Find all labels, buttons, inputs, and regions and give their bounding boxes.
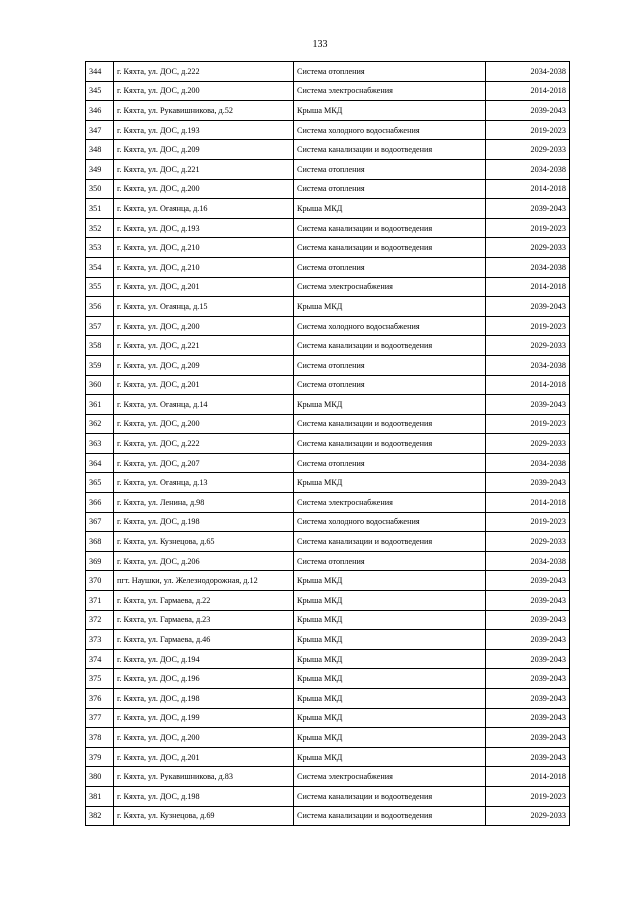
period-cell: 2014-2018 [486,179,570,199]
address-cell: г. Кяхта, ул. ДОС, д.221 [114,336,294,356]
work-type-cell: Крыша МКД [294,728,486,748]
row-number-cell: 380 [86,767,114,787]
row-number-cell: 374 [86,649,114,669]
address-cell: г. Кяхта, ул. ДОС, д.200 [114,179,294,199]
work-type-cell: Крыша МКД [294,571,486,591]
table-row [86,395,570,415]
period-cell: 2029-2033 [486,806,570,826]
period-cell: 2014-2018 [486,277,570,297]
table-row [86,669,570,689]
row-number-cell: 381 [86,786,114,806]
address-cell: г. Кяхта, ул. ДОС, д.200 [114,316,294,336]
period-cell: 2019-2023 [486,512,570,532]
address-cell: г. Кяхта, ул. ДОС, д.209 [114,140,294,160]
row-number-cell: 364 [86,453,114,473]
table-row [86,238,570,258]
row-number-cell: 359 [86,355,114,375]
table-row [86,140,570,160]
row-number-cell: 352 [86,218,114,238]
row-number-cell: 348 [86,140,114,160]
period-cell: 2034-2038 [486,62,570,82]
period-cell: 2034-2038 [486,453,570,473]
address-cell: г. Кяхта, ул. ДОС, д.199 [114,708,294,728]
address-cell: г. Кяхта, ул. ДОС, д.201 [114,277,294,297]
table-row [86,493,570,513]
table-row [86,551,570,571]
address-cell: г. Кяхта, ул. ДОС, д.200 [114,728,294,748]
work-type-cell: Система отопления [294,375,486,395]
row-number-cell: 347 [86,120,114,140]
table-row [86,473,570,493]
work-type-cell: Крыша МКД [294,649,486,669]
page-number: 133 [312,39,328,50]
period-cell: 2029-2033 [486,140,570,160]
table-row [86,512,570,532]
work-type-cell: Крыша МКД [294,630,486,650]
table-row [86,571,570,591]
period-cell: 2039-2043 [486,101,570,121]
row-number-cell: 368 [86,532,114,552]
address-cell: г. Кяхта, ул. ДОС, д.201 [114,747,294,767]
table-body [86,62,570,826]
period-cell: 2039-2043 [486,728,570,748]
table-row [86,297,570,317]
table-row [86,786,570,806]
work-type-cell: Система канализации и водоотведения [294,806,486,826]
work-type-cell: Крыша МКД [294,199,486,219]
work-type-cell: Система отопления [294,62,486,82]
work-type-cell: Крыша МКД [294,395,486,415]
period-cell: 2014-2018 [486,375,570,395]
address-cell: г. Кяхта, ул. ДОС, д.198 [114,786,294,806]
table-row [86,747,570,767]
address-cell: г. Кяхта, ул. Рукавишникова, д.83 [114,767,294,787]
address-cell: г. Кяхта, ул. ДОС, д.209 [114,355,294,375]
period-cell: 2034-2038 [486,159,570,179]
work-type-cell: Система холодного водоснабжения [294,120,486,140]
work-type-cell: Система отопления [294,551,486,571]
table-row [86,355,570,375]
address-cell: г. Кяхта, ул. ДОС, д.193 [114,120,294,140]
address-cell: г. Кяхта, ул. Огаянца, д.14 [114,395,294,415]
period-cell: 2039-2043 [486,297,570,317]
period-cell: 2039-2043 [486,571,570,591]
table-row [86,277,570,297]
table-row [86,375,570,395]
table-row [86,767,570,787]
table-row [86,81,570,101]
address-cell: г. Кяхта, ул. ДОС, д.221 [114,159,294,179]
period-cell: 2019-2023 [486,120,570,140]
table-row [86,532,570,552]
row-number-cell: 345 [86,81,114,101]
work-type-cell: Система электроснабжения [294,277,486,297]
row-number-cell: 360 [86,375,114,395]
row-number-cell: 378 [86,728,114,748]
row-number-cell: 377 [86,708,114,728]
row-number-cell: 365 [86,473,114,493]
table-row [86,434,570,454]
row-number-cell: 354 [86,257,114,277]
work-type-cell: Система канализации и водоотведения [294,238,486,258]
work-type-cell: Крыша МКД [294,473,486,493]
address-cell: г. Кяхта, ул. Гармаева, д.23 [114,610,294,630]
row-number-cell: 375 [86,669,114,689]
row-number-cell: 373 [86,630,114,650]
address-cell: г. Кяхта, ул. ДОС, д.210 [114,257,294,277]
repair-schedule-table [85,61,570,826]
table-row [86,199,570,219]
address-cell: г. Кяхта, ул. Огаянца, д.13 [114,473,294,493]
row-number-cell: 370 [86,571,114,591]
work-type-cell: Система канализации и водоотведения [294,218,486,238]
period-cell: 2014-2018 [486,767,570,787]
table-row [86,179,570,199]
row-number-cell: 358 [86,336,114,356]
address-cell: г. Кяхта, ул. ДОС, д.194 [114,649,294,669]
period-cell: 2019-2023 [486,218,570,238]
row-number-cell: 361 [86,395,114,415]
address-cell: г. Кяхта, ул. Огаянца, д.15 [114,297,294,317]
work-type-cell: Крыша МКД [294,591,486,611]
period-cell: 2019-2023 [486,414,570,434]
address-cell: г. Кяхта, ул. ДОС, д.207 [114,453,294,473]
row-number-cell: 350 [86,179,114,199]
address-cell: г. Кяхта, ул. Огаянца, д.16 [114,199,294,219]
period-cell: 2039-2043 [486,669,570,689]
period-cell: 2039-2043 [486,473,570,493]
work-type-cell: Система канализации и водоотведения [294,140,486,160]
address-cell: пгт. Наушки, ул. Железнодорожная, д.12 [114,571,294,591]
table-row [86,218,570,238]
row-number-cell: 371 [86,591,114,611]
row-number-cell: 366 [86,493,114,513]
address-cell: г. Кяхта, ул. ДОС, д.200 [114,414,294,434]
table-row [86,689,570,709]
address-cell: г. Кяхта, ул. ДОС, д.193 [114,218,294,238]
row-number-cell: 379 [86,747,114,767]
period-cell: 2034-2038 [486,355,570,375]
work-type-cell: Система холодного водоснабжения [294,316,486,336]
work-type-cell: Система отопления [294,257,486,277]
work-type-cell: Система отопления [294,355,486,375]
table-row [86,62,570,82]
address-cell: г. Кяхта, ул. ДОС, д.206 [114,551,294,571]
row-number-cell: 357 [86,316,114,336]
period-cell: 2034-2038 [486,257,570,277]
row-number-cell: 356 [86,297,114,317]
period-cell: 2039-2043 [486,610,570,630]
table-row [86,414,570,434]
work-type-cell: Крыша МКД [294,708,486,728]
period-cell: 2029-2033 [486,336,570,356]
row-number-cell: 376 [86,689,114,709]
work-type-cell: Крыша МКД [294,297,486,317]
row-number-cell: 382 [86,806,114,826]
work-type-cell: Крыша МКД [294,747,486,767]
row-number-cell: 349 [86,159,114,179]
table-row [86,610,570,630]
work-type-cell: Система канализации и водоотведения [294,434,486,454]
row-number-cell: 346 [86,101,114,121]
address-cell: г. Кяхта, ул. ДОС, д.201 [114,375,294,395]
table-row [86,257,570,277]
period-cell: 2029-2033 [486,238,570,258]
period-cell: 2039-2043 [486,689,570,709]
period-cell: 2014-2018 [486,81,570,101]
period-cell: 2029-2033 [486,532,570,552]
work-type-cell: Система отопления [294,159,486,179]
address-cell: г. Кяхта, ул. Гармаева, д.22 [114,591,294,611]
row-number-cell: 363 [86,434,114,454]
row-number-cell: 372 [86,610,114,630]
work-type-cell: Система канализации и водоотведения [294,786,486,806]
period-cell: 2019-2023 [486,316,570,336]
work-type-cell: Система канализации и водоотведения [294,532,486,552]
address-cell: г. Кяхта, ул. ДОС, д.196 [114,669,294,689]
work-type-cell: Система отопления [294,453,486,473]
address-cell: г. Кяхта, ул. ДОС, д.198 [114,512,294,532]
row-number-cell: 355 [86,277,114,297]
period-cell: 2014-2018 [486,493,570,513]
period-cell: 2039-2043 [486,630,570,650]
table-row [86,708,570,728]
work-type-cell: Система электроснабжения [294,493,486,513]
work-type-cell: Система электроснабжения [294,81,486,101]
work-type-cell: Система холодного водоснабжения [294,512,486,532]
period-cell: 2039-2043 [486,199,570,219]
table-row [86,101,570,121]
row-number-cell: 367 [86,512,114,532]
table-row [86,453,570,473]
row-number-cell: 362 [86,414,114,434]
work-type-cell: Крыша МКД [294,689,486,709]
address-cell: г. Кяхта, ул. Ленина, д.98 [114,493,294,513]
table-row [86,649,570,669]
period-cell: 2039-2043 [486,747,570,767]
address-cell: г. Кяхта, ул. ДОС, д.198 [114,689,294,709]
table-row [86,806,570,826]
address-cell: г. Кяхта, ул. Рукавишникова, д.52 [114,101,294,121]
address-cell: г. Кяхта, ул. Кузнецова, д.65 [114,532,294,552]
period-cell: 2039-2043 [486,708,570,728]
period-cell: 2019-2023 [486,786,570,806]
table-row [86,336,570,356]
work-type-cell: Крыша МКД [294,669,486,689]
address-cell: г. Кяхта, ул. ДОС, д.222 [114,434,294,454]
address-cell: г. Кяхта, ул. ДОС, д.210 [114,238,294,258]
work-type-cell: Система электроснабжения [294,767,486,787]
address-cell: г. Кяхта, ул. ДОС, д.222 [114,62,294,82]
row-number-cell: 353 [86,238,114,258]
work-type-cell: Система отопления [294,179,486,199]
work-type-cell: Крыша МКД [294,610,486,630]
work-type-cell: Система канализации и водоотведения [294,414,486,434]
row-number-cell: 369 [86,551,114,571]
row-number-cell: 344 [86,62,114,82]
table-row [86,630,570,650]
address-cell: г. Кяхта, ул. ДОС, д.200 [114,81,294,101]
period-cell: 2039-2043 [486,649,570,669]
work-type-cell: Крыша МКД [294,101,486,121]
period-cell: 2034-2038 [486,551,570,571]
period-cell: 2039-2043 [486,591,570,611]
table-row [86,120,570,140]
period-cell: 2029-2033 [486,434,570,454]
address-cell: г. Кяхта, ул. Гармаева, д.46 [114,630,294,650]
work-type-cell: Система канализации и водоотведения [294,336,486,356]
table-row [86,316,570,336]
address-cell: г. Кяхта, ул. Кузнецова, д.69 [114,806,294,826]
period-cell: 2039-2043 [486,395,570,415]
table-row [86,728,570,748]
table-row [86,591,570,611]
row-number-cell: 351 [86,199,114,219]
table-row [86,159,570,179]
